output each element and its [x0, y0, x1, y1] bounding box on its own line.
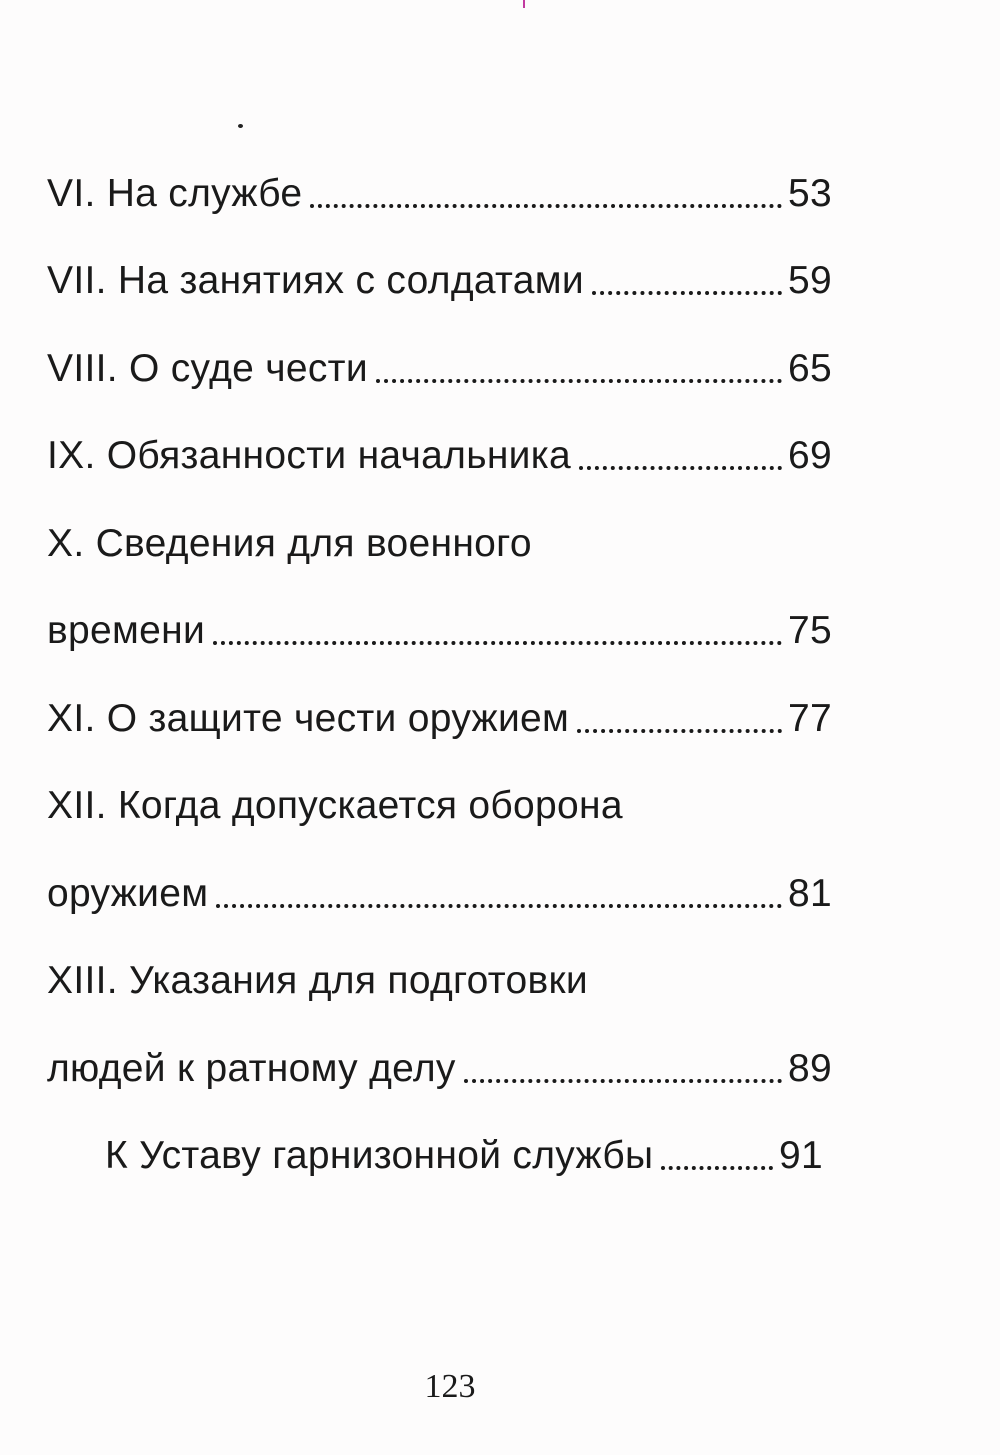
toc-entry-vii	[47, 238, 832, 326]
toc-entry-page: 81	[788, 871, 832, 915]
dot-leader	[661, 1166, 773, 1170]
toc-entry-title: времени	[47, 609, 206, 653]
toc-entry-x-line2	[47, 588, 832, 676]
dot-leader	[592, 291, 782, 295]
toc-entry-page: 77	[788, 696, 832, 740]
toc-entry-title: оружием	[47, 871, 209, 915]
toc-entry-page: 53	[788, 171, 832, 215]
dot-leader	[216, 904, 782, 908]
ink-speck	[238, 124, 243, 128]
toc-entry-title: X. Сведения для военного	[47, 521, 532, 565]
toc-entry-page: 65	[788, 346, 832, 390]
toc-entry-ix	[47, 413, 832, 501]
toc-entry-xi	[47, 675, 832, 763]
toc-entry-page: 91	[779, 1134, 823, 1178]
toc-entry-garrison-service	[47, 1113, 823, 1201]
toc-entry-title: VII. На занятиях с солдатами	[47, 259, 584, 303]
toc-entry-page: 89	[788, 1046, 832, 1090]
toc-entry-xii-line1	[47, 763, 832, 851]
toc-entry-page: 75	[788, 609, 832, 653]
toc-entry-title: IX. Обязанности начальника	[47, 434, 571, 478]
toc-entry-title: XIII. Указания для подготовки	[47, 959, 588, 1003]
ink-mark	[523, 0, 525, 8]
toc-entry-page: 69	[788, 434, 832, 478]
toc-entry-title: людей к ратному делу	[47, 1046, 456, 1090]
page-number: 123	[424, 1368, 476, 1405]
toc-entry-title: К Уставу гарнизонной службы	[105, 1134, 654, 1178]
toc-entry-viii	[47, 325, 832, 413]
toc-entry-xiii-line1	[47, 938, 832, 1026]
dot-leader	[376, 379, 782, 383]
toc-entry-title: XI. О защите чести оружием	[47, 696, 570, 740]
toc-entry-xiii-line2	[47, 1025, 832, 1113]
table-of-contents	[47, 150, 832, 1200]
dot-leader	[213, 641, 782, 645]
toc-entry-page: 59	[788, 259, 832, 303]
toc-entry-title: VIII. О суде чести	[47, 346, 368, 390]
dot-leader	[577, 729, 782, 733]
dot-leader	[310, 204, 782, 208]
toc-entry-title: XII. Когда допускается оборона	[47, 784, 623, 828]
toc-entry-x-line1	[47, 500, 832, 588]
dot-leader	[464, 1079, 782, 1083]
toc-entry-title: VI. На службе	[47, 171, 303, 215]
toc-entry-vi	[47, 150, 832, 238]
dot-leader	[579, 466, 782, 470]
toc-entry-xii-line2	[47, 850, 832, 938]
